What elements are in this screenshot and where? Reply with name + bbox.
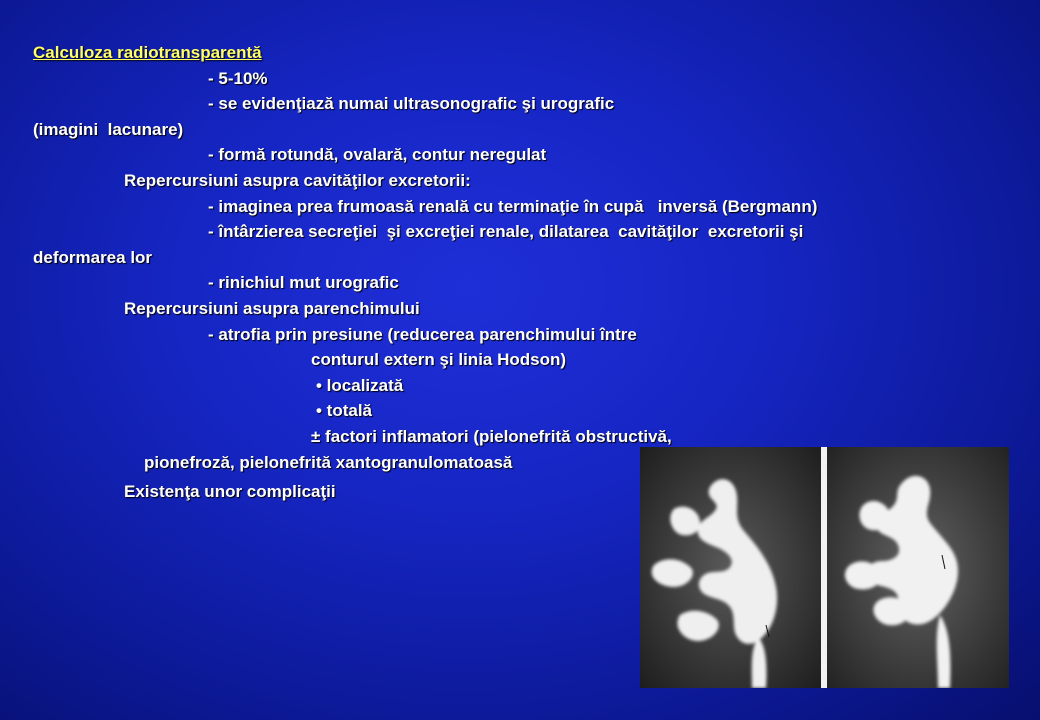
text-line-12: conturul extern şi linia Hodson) [311,350,567,370]
text-line-3: (imagini lacunare) [33,119,184,139]
text-line-5: Repercursiuni asupra cavităţilor excretorii: [124,170,471,190]
text-line-4: - formă rotundă, ovalară, contur neregulat [208,145,547,165]
text-line-9: - rinichiul mut urografic [208,273,399,293]
slide-text-block [33,40,993,505]
text-line-15: ± factori inflamatori (pielonefrită obstructivă, [311,426,672,446]
text-line-6: - imaginea prea frumoasă renală cu terminaţie în cupă inversă (Bergmann) [208,196,818,216]
slide-title: Calculoza radiotransparentă [33,43,262,62]
bullet-total: • totală [316,401,373,421]
bullet-localized: • localizată [316,375,404,395]
text-line-11: - atrofia prin presiune (reducerea parenchimului între [208,324,637,344]
text-line-10: Repercursiuni asupra parenchimului [124,298,420,318]
text-line-17: Existenţa unor complicaţii [124,482,336,502]
text-line-1: - 5-10% [208,68,268,88]
urography-xray-image [640,447,1009,688]
text-line-7: - întârzierea secreţiei şi excreţiei renale, dilatarea cavităţilor excretorii şi [208,222,804,242]
text-line-2: - se evidenţiază numai ultrasonografic şi urografic [208,94,615,114]
text-line-8: deformarea lor [33,247,153,267]
text-line-16: pionefroză, pielonefrită xantogranulomatoasă [144,452,513,472]
